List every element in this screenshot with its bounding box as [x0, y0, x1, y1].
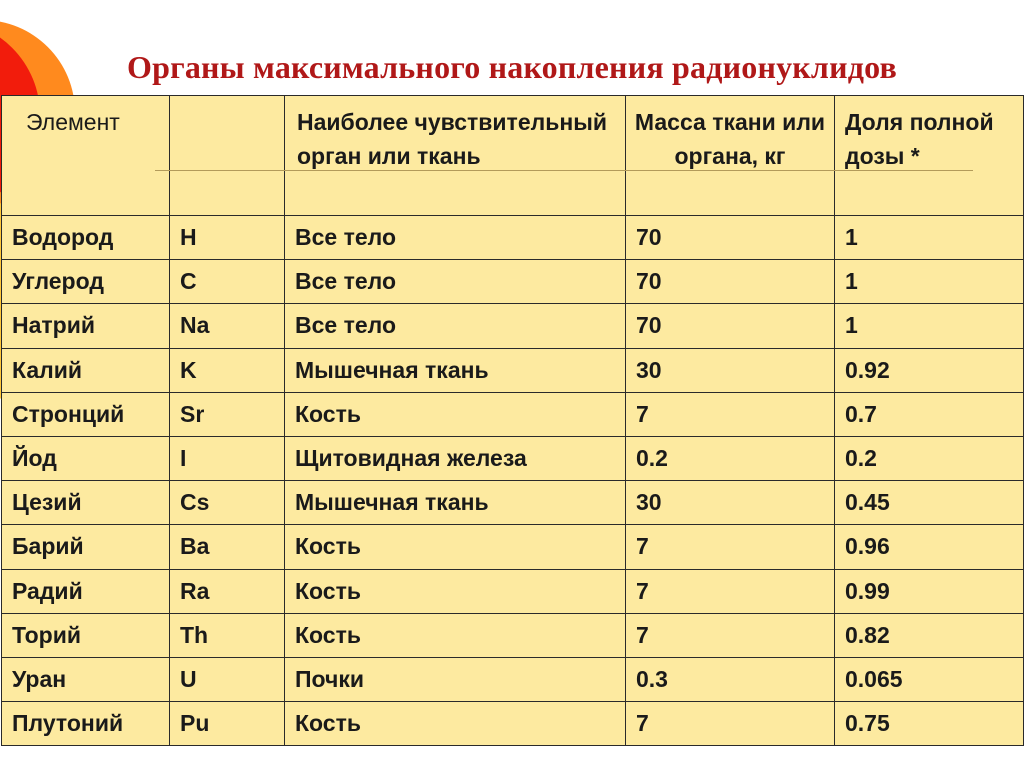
cell-symbol: K	[170, 348, 285, 392]
cell-mass: 70	[626, 216, 835, 260]
cell-symbol: Cs	[170, 481, 285, 525]
cell-mass: 30	[626, 348, 835, 392]
cell-mass: 0.3	[626, 657, 835, 701]
radionuclide-table	[1, 95, 1024, 746]
cell-element: Торий	[2, 613, 170, 657]
cell-symbol: Pu	[170, 702, 285, 746]
cell-organ: Все тело	[285, 304, 626, 348]
cell-dose: 0.7	[835, 392, 1024, 436]
cell-element: Цезий	[2, 481, 170, 525]
table-row	[2, 657, 1024, 701]
table-row	[2, 392, 1024, 436]
cell-organ: Кость	[285, 525, 626, 569]
table-row	[2, 304, 1024, 348]
cell-dose: 0.2	[835, 436, 1024, 480]
cell-dose: 1	[835, 216, 1024, 260]
cell-symbol: Na	[170, 304, 285, 348]
table-row	[2, 348, 1024, 392]
header-row	[2, 96, 1024, 216]
table-row	[2, 702, 1024, 746]
cell-mass: 0.2	[626, 436, 835, 480]
table-body	[2, 216, 1024, 746]
cell-symbol: U	[170, 657, 285, 701]
cell-mass: 70	[626, 304, 835, 348]
cell-organ: Кость	[285, 569, 626, 613]
cell-element: Йод	[2, 436, 170, 480]
cell-organ: Мышечная ткань	[285, 348, 626, 392]
table-row	[2, 436, 1024, 480]
cell-organ: Все тело	[285, 216, 626, 260]
page-title: Органы максимального накопления радионуклидов	[127, 49, 897, 86]
cell-mass: 7	[626, 702, 835, 746]
cell-organ: Все тело	[285, 260, 626, 304]
table-row	[2, 525, 1024, 569]
header-dose: Доля полной дозы *	[835, 96, 1024, 216]
cell-organ: Кость	[285, 613, 626, 657]
cell-symbol: C	[170, 260, 285, 304]
cell-organ: Почки	[285, 657, 626, 701]
cell-organ: Щитовидная железа	[285, 436, 626, 480]
cell-symbol: Ba	[170, 525, 285, 569]
cell-mass: 30	[626, 481, 835, 525]
cell-element: Барий	[2, 525, 170, 569]
cell-mass: 70	[626, 260, 835, 304]
table-row	[2, 569, 1024, 613]
table-header	[2, 96, 1024, 216]
table-row	[2, 216, 1024, 260]
cell-organ: Кость	[285, 392, 626, 436]
header-mass: Масса ткани или органа, кг	[626, 96, 835, 216]
cell-mass: 7	[626, 613, 835, 657]
cell-element: Радий	[2, 569, 170, 613]
cell-element: Натрий	[2, 304, 170, 348]
cell-element: Плутоний	[2, 702, 170, 746]
cell-element: Уран	[2, 657, 170, 701]
cell-symbol: I	[170, 436, 285, 480]
table-row	[2, 613, 1024, 657]
header-divider-line	[155, 170, 973, 171]
header-organ: Наиболее чувствительный орган или ткань	[285, 96, 626, 216]
cell-mass: 7	[626, 525, 835, 569]
cell-element: Водород	[2, 216, 170, 260]
table-row	[2, 260, 1024, 304]
cell-organ: Кость	[285, 702, 626, 746]
cell-symbol: Sr	[170, 392, 285, 436]
cell-symbol: Th	[170, 613, 285, 657]
cell-dose: 1	[835, 304, 1024, 348]
cell-organ: Мышечная ткань	[285, 481, 626, 525]
table-row	[2, 481, 1024, 525]
cell-dose: 0.96	[835, 525, 1024, 569]
cell-dose: 1	[835, 260, 1024, 304]
header-element: Элемент	[2, 96, 170, 216]
cell-element: Калий	[2, 348, 170, 392]
cell-dose: 0.45	[835, 481, 1024, 525]
cell-element: Стронций	[2, 392, 170, 436]
cell-element: Углерод	[2, 260, 170, 304]
cell-symbol: Ra	[170, 569, 285, 613]
cell-dose: 0.99	[835, 569, 1024, 613]
cell-mass: 7	[626, 392, 835, 436]
cell-dose: 0.92	[835, 348, 1024, 392]
cell-symbol: H	[170, 216, 285, 260]
cell-dose: 0.065	[835, 657, 1024, 701]
cell-mass: 7	[626, 569, 835, 613]
header-symbol	[170, 96, 285, 216]
cell-dose: 0.82	[835, 613, 1024, 657]
cell-dose: 0.75	[835, 702, 1024, 746]
